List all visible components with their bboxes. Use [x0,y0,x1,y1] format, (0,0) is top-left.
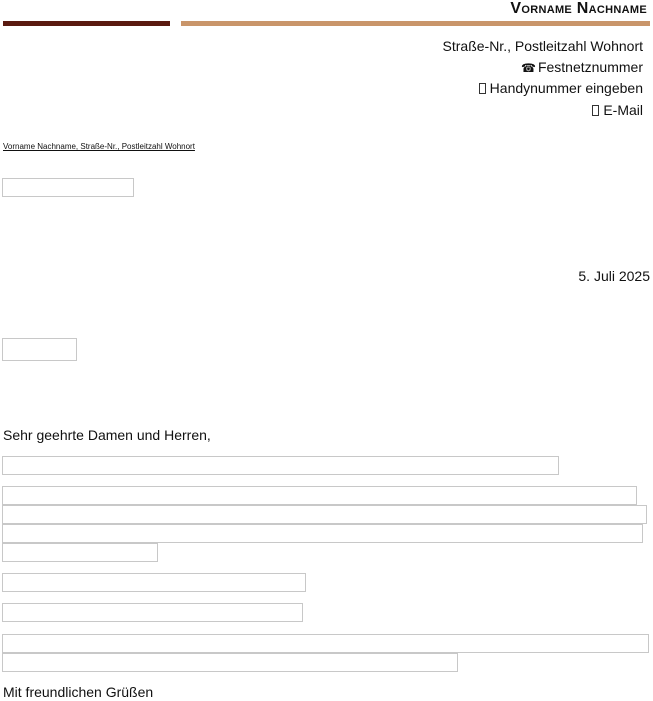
mobile-icon [479,83,486,94]
telephone-icon: ☎ [520,61,536,75]
sender-email [592,102,643,118]
body-field-paragraph-4-line-1[interactable] [2,634,649,653]
sender-email-text: E-Mail [603,102,643,118]
header-accent-bar-dark [3,21,170,26]
closing-phrase: Mit freundlichen Grüßen [3,684,154,700]
sender-mobile [479,80,643,96]
email-icon [592,105,599,116]
body-field-intro[interactable] [2,456,559,475]
body-field-paragraph-1-line-4[interactable] [2,543,158,562]
sender-name-heading: Vorname Nachname [510,0,647,17]
body-field-paragraph-4-line-2[interactable] [2,653,458,672]
header-accent-bar-light [181,21,650,26]
body-field-paragraph-1-line-2[interactable] [2,505,647,524]
subject-field[interactable] [2,338,77,361]
recipient-address-field[interactable] [2,178,134,197]
sender-phone-text: Festnetznummer [537,59,643,75]
body-field-paragraph-2[interactable] [2,573,306,592]
sender-phone [521,59,643,75]
sender-address [443,38,643,54]
letter-date: 5. Juli 2025 [578,268,650,284]
body-field-paragraph-3[interactable] [2,603,303,622]
salutation: Sehr geehrte Damen und Herren, [3,427,211,443]
body-field-paragraph-1-line-3[interactable] [2,524,643,543]
body-field-paragraph-1-line-1[interactable] [2,486,637,505]
return-address-line: Vorname Nachname, Straße-Nr., Postleitzahl Wohnort [3,142,195,151]
sender-address-text: Straße-Nr., Postleitzahl Wohnort [442,38,643,54]
sender-mobile-text: Handynummer eingeben [489,80,643,96]
